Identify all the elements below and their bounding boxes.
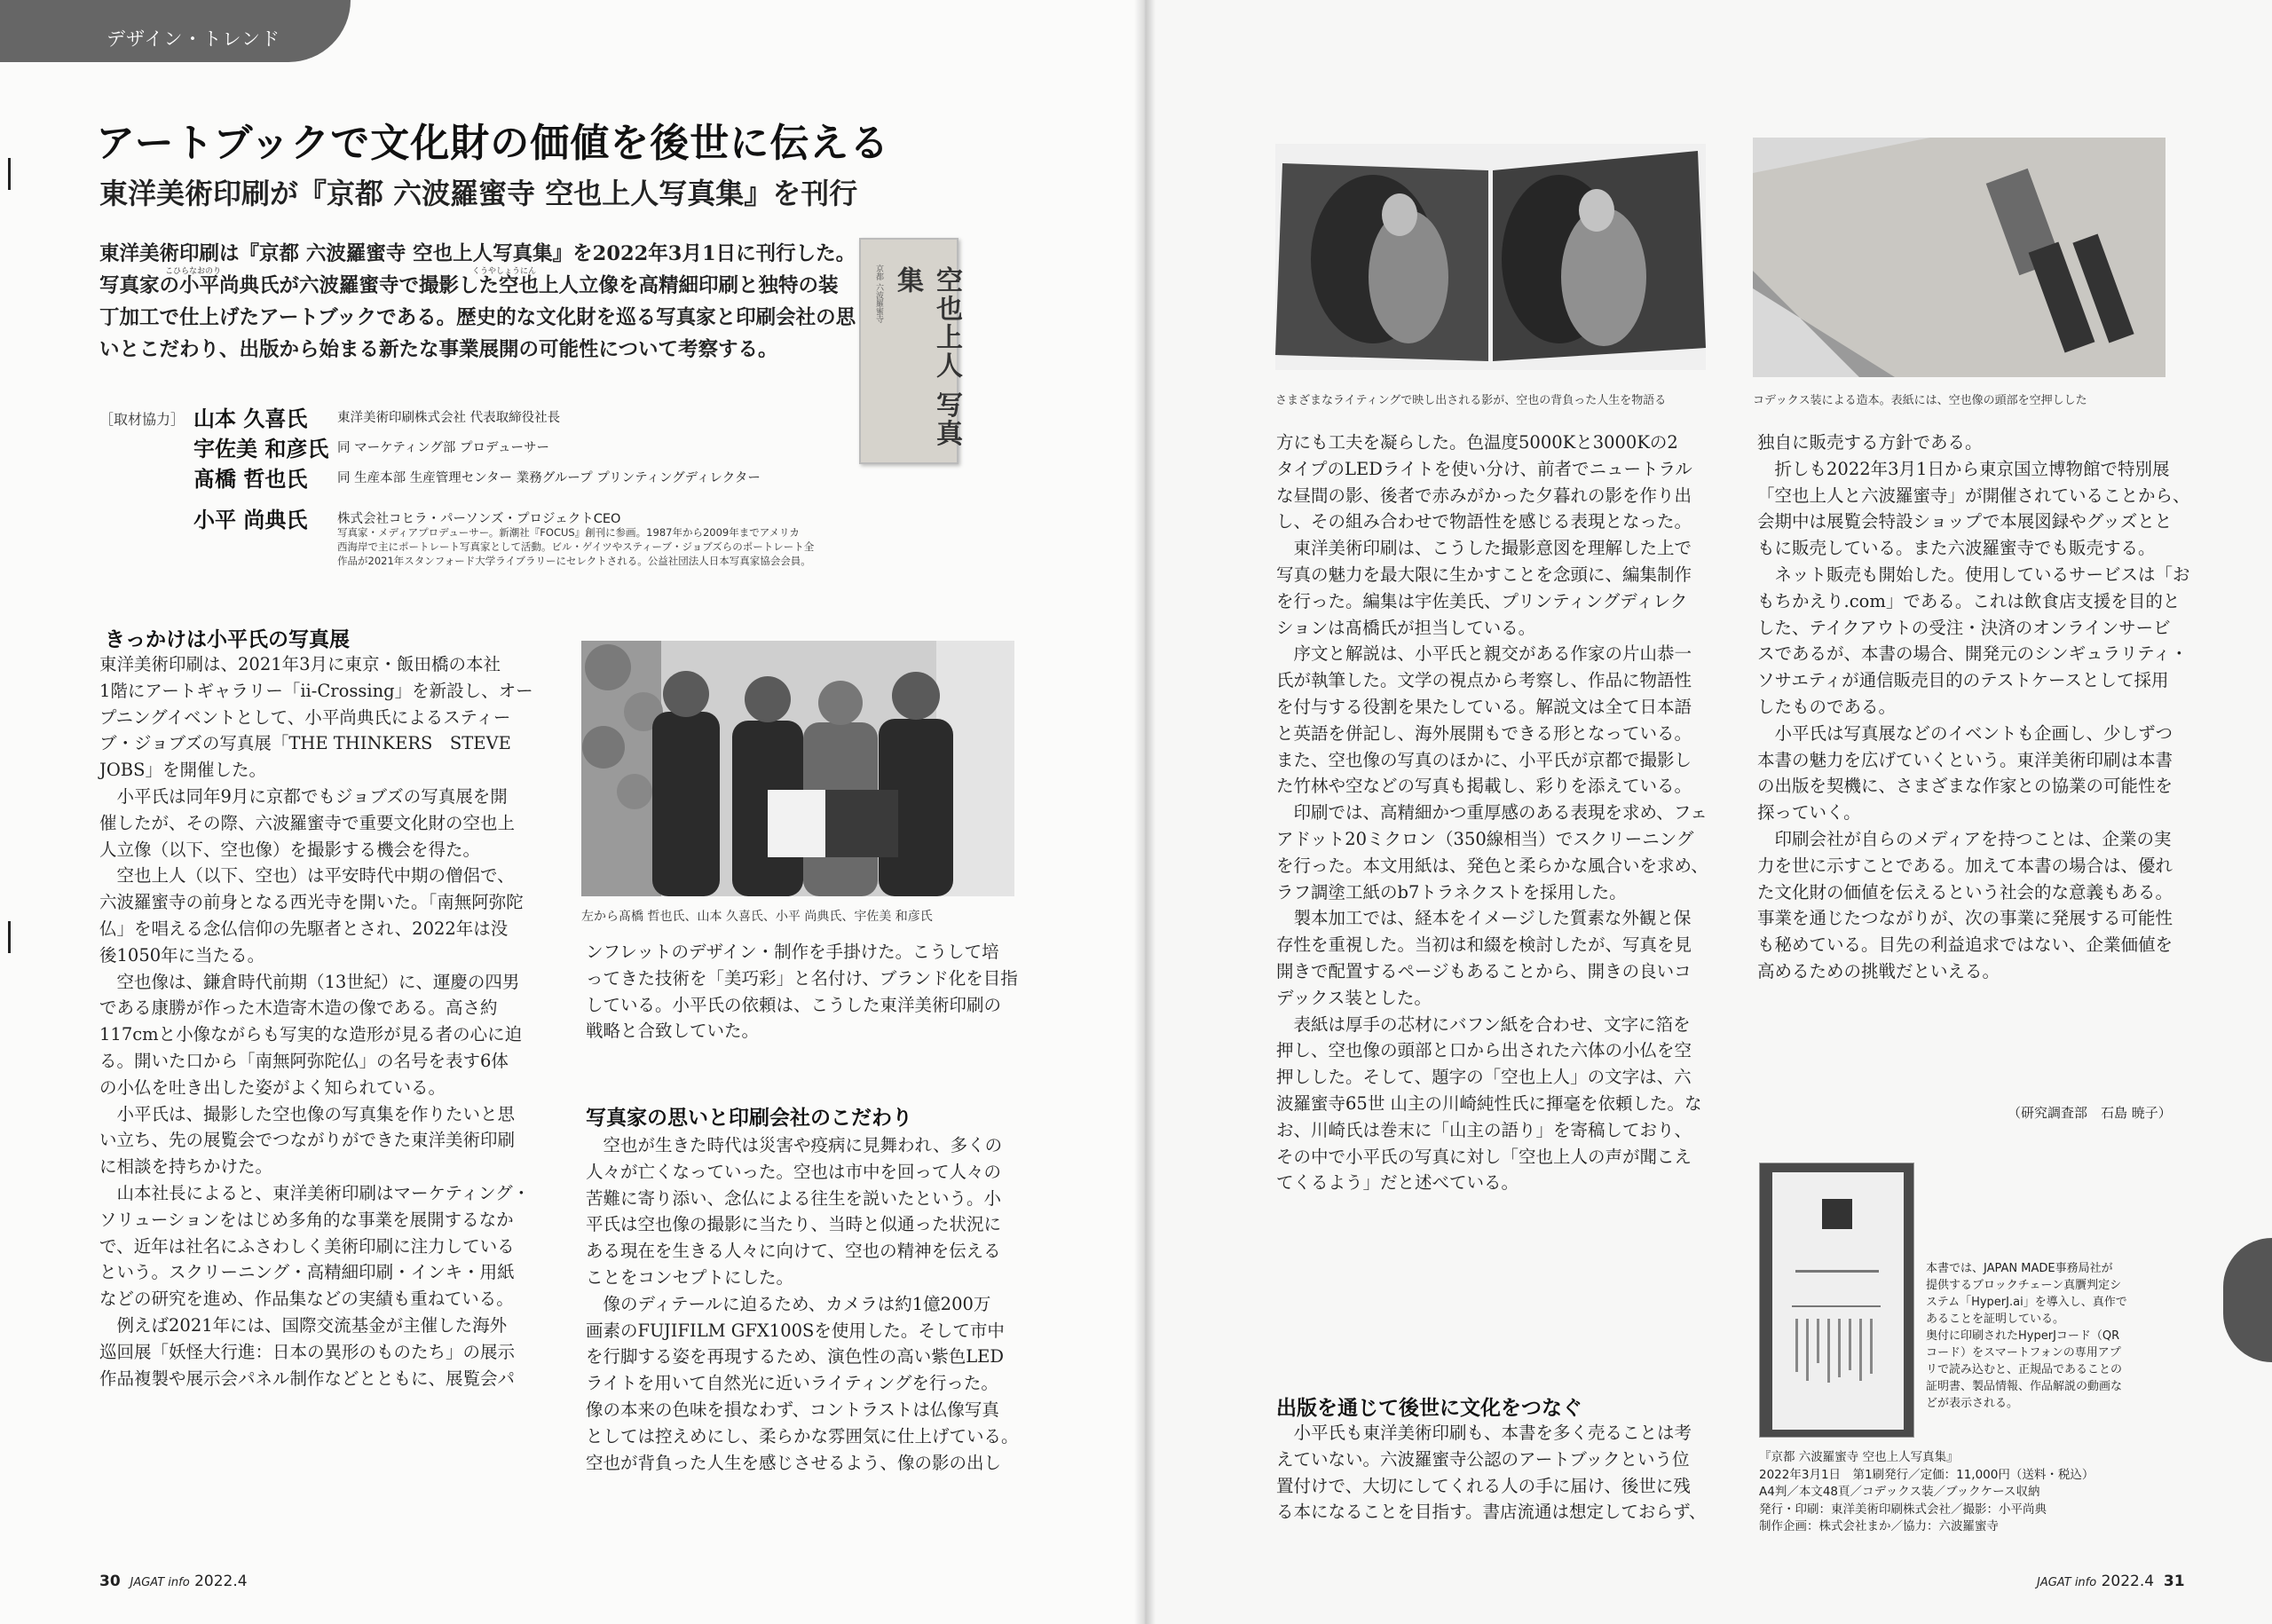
article-title: アートブックで文化財の価値を後世に伝える [96,121,890,166]
decorative-half-circle [2223,1238,2272,1362]
text-line: を行った。本文用紙は、発色と柔らかな風合いを求め、 [1276,855,1708,876]
text-line: 平氏は空也像の撮影に当たり、当時と似通った状況に [586,1214,1002,1235]
lead-line: 写真家の小平尚典氏が六波羅蜜寺で撮影した空也上人立像を高精細印刷と独特の装 [99,274,839,297]
credit-name: 小平 尚典氏 [193,507,308,532]
text-line: 画素のFUJIFILM GFX100Sを使用した。そして市中 [586,1320,1005,1341]
text-line: 仏」を唱える念仏信仰の先駆者とされ、2022年は没 [99,918,509,939]
text-line: 2022年3月1日 第1刷発行／定価：11,000円（送料・税込） [1759,1467,2094,1482]
category-tab: デザイン・トレンド [0,0,351,62]
text-line: に相談を持ちかけた。 [99,1156,273,1178]
text-line: 発行・印刷：東洋美術印刷株式会社／撮影：小平尚典 [1759,1502,2047,1517]
issue: 2022.4 [2101,1573,2155,1590]
text-line: 証明書、製品情報、作品解説の動画な [1926,1380,2123,1393]
photo-caption-2: コデックス装による造本。表紙には、空也像の頭部を空押しした [1753,394,2087,407]
text-line: 1階にアートギャラリー「ii-Crossing」を新設し、オー [99,680,533,701]
text-line: 本書では、JAPAN MADE事務局社が [1926,1262,2113,1275]
text-line: も秘めている。目先の利益追求ではない、企業価値を [1757,934,2173,956]
text-line: JOBS」を開催した。 [99,760,266,781]
text-line: 押しした。そして、題字の「空也上人」の文字は、六 [1276,1067,1692,1088]
text-line: 印刷では、高精細かつ重厚感のある表現を求め、フェ [1276,802,1708,824]
codex-book-photo [1753,138,2166,377]
credit-role: 株式会社コヒラ・パーソンズ・プロジェクトCEO [337,512,621,526]
text-line: プニングイベントとして、小平尚典氏によるスティー [99,706,511,728]
text-line: 存性を重視した。当初は和綴を検討したが、写真を見 [1276,934,1692,956]
body-column-2b [586,1132,1019,1476]
text-line: 印刷会社が自らのメディアを持つことは、企業の実 [1757,828,2172,849]
credit-name: 宇佐美 和彦氏 [193,436,329,461]
lead-paragraph [99,238,856,366]
issue: 2022.4 [194,1573,248,1590]
magazine-name: JAGAT info [2037,1576,2097,1589]
text-line: し、その組み合わせで物語性を感じる表現となった。 [1276,511,1692,532]
text-line: 探っていく。 [1757,802,1861,824]
text-line: 東洋美術印刷は、2021年3月に東京・飯田橋の本社 [99,654,501,674]
text-line: い立ち、先の展覧会でつながりができた東洋美術印刷 [99,1130,516,1151]
credit-name: 山本 久喜氏 [193,406,308,431]
text-line: ブ・ジョブズの写真展「THE THINKERS STEVE [99,733,511,754]
page-number: 31 [2163,1573,2185,1590]
group-photo-illustration [581,641,1014,896]
text-line: 小平氏は写真展などのイベントも企画し、少しずつ [1757,722,2173,744]
text-line: 制作企画：株式会社まか／協力：六波羅蜜寺 [1759,1519,1999,1533]
text-line: と英語を併記し、海外展開もできる形となっている。 [1276,722,1692,744]
text-line: もちかえり.com」である。これは飲食店支援を目的と [1757,590,2181,611]
text-line: ライトを用いて自然光に近いライティングを行った。 [586,1373,998,1394]
profile-line: 写真家・メディアプロデューサー。新潮社『FOCUS』創刊に参画。1987年から2009年までアメリカ [337,526,800,539]
text-line: 提供するブロックチェーン真贋判定シ [1926,1279,2122,1292]
page-number: 30 [99,1573,121,1590]
text-line: 方にも工夫を凝らした。色温度5000Kと3000Kの2 [1276,432,1678,453]
text-line: 人立像（以下、空也像）を撮影する機会を得た。 [99,839,481,860]
text-line: てくるよう」だと述べている。 [1276,1172,1519,1194]
text-line: 空也が生きた時代は災害や疫病に見舞われ、多くの [586,1135,1003,1155]
text-line: デックス装とした。 [1276,987,1432,1008]
article-subtitle: 東洋美術印刷が『京都 六波羅蜜寺 空也上人写真集』を刊行 [99,177,858,210]
binding-gutter [1134,0,1156,1624]
section-heading-1: きっかけは小平氏の写真展 [105,628,350,651]
ruby-kohira: こひらなおのり [165,267,222,276]
text-line: 会期中は展覧会特設ショップで本展図録やグッズとと [1757,511,2173,532]
cover-subtitle: 京都 六波羅蜜寺 [874,264,883,323]
text-line: 例えば2021年には、国際交流基金が主催した海外 [99,1314,508,1336]
section-heading-3: 出版を通じて後世に文化をつなぐ [1276,1397,1582,1420]
text-line: 独自に販売する方針である。 [1757,432,1983,453]
text-line: アドット20ミクロン（350線相当）でスクリーニング [1276,828,1694,849]
credits-label: ［取材協力］ [99,411,185,428]
colophon-illustration [1760,1163,1914,1438]
text-line: 人々が亡くなっていった。空也は市中を回って人々の [586,1161,1002,1182]
codex-book-illustration [1753,138,2166,377]
profile-line: 作品が2021年スタンフォード大学ライブラリーにセレクトされる。公益社団法人日本写真家協会会員。 [337,555,811,567]
body-column-2a [586,939,1018,1045]
text-line: あることを証明している。 [1926,1313,2065,1326]
lead-line: 丁加工で仕上げたアートブックである。歴史的な文化財を巡る写真家と印刷会社の思 [99,306,856,329]
group-photo-caption: 左から髙橋 哲也氏、山本 久喜氏、小平 尚典氏、宇佐美 和彦氏 [581,910,933,924]
text-line: えていない。六波羅蜜寺公認のアートブックという位 [1276,1448,1690,1470]
text-line: 序文と解説は、小平氏と親交がある作家の片山恭一 [1276,643,1692,665]
text-line: 本書の魅力を広げていくという。東洋美術印刷は本書 [1757,749,2173,770]
text-line: 東洋美術印刷は、こうした撮影意図を理解した上で [1276,538,1692,559]
lead-line: 東洋美術印刷は『京都 六波羅蜜寺 空也上人写真集』を2022年3月1日に刊行した。 [99,242,856,265]
text-line: 催したが、その際、六波羅蜜寺で重要文化財の空也上 [99,812,516,833]
book-info [1759,1449,2094,1536]
cover-title: 空也上人 写真集 [892,266,962,448]
body-column-3 [1276,430,1708,1196]
text-line: 後1050年に当たる。 [99,944,265,966]
colophon-photo [1759,1163,1914,1438]
text-line: 空也像は、鎌倉時代前期（13世紀）に、運慶の四男 [99,971,520,992]
text-line: 小平氏は同年9月に京都でもジョブズの写真展を開 [99,785,508,807]
folio-left [99,1573,248,1590]
group-photo [581,641,1014,896]
text-line: ある現在を生きる人々に向けて、空也の精神を伝える [586,1241,1001,1262]
ruby-kuya: くうやしょうにん [472,267,537,276]
text-line: リで読み込むと、正規品であることの [1926,1363,2123,1376]
text-line: 六波羅蜜寺の前身となる西光寺を開いた。「南無阿弥陀 [99,892,524,913]
right-page [1145,0,2272,1624]
text-line: という。スクリーニング・高精細印刷・インキ・用紙 [99,1262,515,1283]
margin-mark [8,921,11,953]
text-line: した、テイクアウトの受注・決済のオンラインサービ [1757,617,2171,638]
text-line: コード）をスマートフォンの専用アプ [1926,1346,2121,1360]
open-book-photo [1275,144,1706,370]
text-line: している。小平氏の依頼は、こうした東洋美術印刷の [586,994,1002,1015]
text-line: ってきた技術を「美巧彩」と名付け、ブランド化を目指 [586,967,1018,989]
text-line: どが表示される。 [1926,1397,2019,1410]
photo-caption-1: さまざまなライティングで映し出される影が、空也の背負った人生を物語る [1275,394,1667,407]
kohira-profile [337,525,870,568]
text-line: 117cmと小像ながらも写実的な造形が見る者の心に迫 [99,1024,523,1045]
text-line: ネット販売も開始した。使用しているサービスは「お [1757,564,2190,585]
text-line: もに販売している。また六波羅蜜寺でも販売する。 [1757,538,2156,559]
margin-mark [8,158,11,190]
text-line: 写真の魅力を最大限に生かすことを念頭に、編集制作 [1276,564,1692,585]
text-line: 開きで配置するページもあることから、開きの良いコ [1276,960,1692,981]
folio-right [2037,1573,2185,1590]
credit-role: 同 マーケティング部 プロデューサー [337,441,550,455]
text-line: 空也が背負った人生を感じさせるよう、像の影の出し [586,1452,1002,1473]
text-line: 像のディテールに迫るため、カメラは約1億200万 [586,1293,991,1314]
text-line: 山本社長によると、東洋美術印刷はマーケティング・ [99,1182,531,1203]
text-line: ラフ調塗工紙のb7トラネクストを採用した。 [1276,881,1627,903]
text-line: 置付けで、大切にしてくれる人の手に届け、後世に残 [1276,1475,1691,1496]
text-line: 「空也上人と六波羅蜜寺」が開催されていることから、 [1757,485,2190,506]
credit-role: 東洋美術印刷株式会社 代表取締役社長 [337,411,561,425]
body-column-3b [1276,1420,1706,1525]
text-line: 押し、空也像の頭部と口から出された六体の小仏を空 [1276,1040,1692,1061]
text-line: 苦難に寄り添い、念仏による往生を説いたという。小 [586,1187,1002,1209]
text-line: 像の本来の色味を損なわず、コントラストは仏像写真 [586,1399,999,1420]
lead-line: いとこだわり、出版から始まる新たな事業展開の可能性について考察する。 [99,338,778,361]
text-line: 巡回展「妖怪大行進：日本の異形のものたち」の展示 [99,1341,516,1362]
text-line: た竹林や空などの写真も掲載し、彩りを添えている。 [1276,776,1692,797]
text-line: ソサエティが通信販売目的のテストケースとして採用 [1757,670,2169,691]
text-line: を付与する役割を果たしている。解説文は全て日本語 [1276,696,1692,717]
section-heading-2: 写真家の思いと印刷会社のこだわり [586,1107,912,1130]
text-line: 作品複製や展示会パネル制作などとともに、展覧会パ [99,1368,516,1389]
text-line: タイプのLEDライトを使い分け、前者でニュートラル [1276,458,1692,479]
body-column-1 [99,651,533,1391]
magazine-name: JAGAT info [130,1576,190,1589]
text-line: 氏が執筆した。文学の視点から考察し、作品に物語性 [1276,670,1692,691]
text-line: る。開いた口から「南無阿弥陀仏」の名号を表す6体 [99,1050,509,1071]
text-line: A4判／本文48頁／コデックス装／ブックケース収納 [1759,1485,2040,1499]
text-line: 戦略と合致していた。 [586,1021,760,1042]
text-line: な昼間の影、後者で赤みがかった夕暮れの影を作り出 [1276,485,1692,506]
text-line: 表紙は厚手の芯材にバフン紙を合わせ、文字に箔を [1276,1013,1691,1035]
text-line: である康勝が作った木造寄木造の像である。高さ約 [99,997,498,1019]
body-column-4 [1757,430,2190,985]
credit-name: 髙橋 哲也氏 [193,466,308,492]
text-line: 事業を通じたつながりが、次の事業に発展する可能性 [1757,908,2173,929]
profile-line: 西海岸で主にポートレート写真家として活動。ビル・ゲイツやスティーブ・ジョブズらのポートレート全 [337,540,815,553]
text-line: ソリューションをはじめ多角的な事業を展開するなか [99,1209,514,1230]
text-line: したものである。 [1757,696,1897,717]
credit-role: 同 生産本部 生産管理センター 業務グループ プリンティングディレクター [337,471,761,485]
text-line: 奥付に印刷されたHyperJコード（QR [1926,1329,2120,1343]
text-line: ンフレットのデザイン・制作を手掛けた。こうして培 [586,942,999,962]
text-line: を行った。編集は宇佐美氏、プリンティングディレク [1276,590,1688,611]
text-line: 空也上人（以下、空也）は平安時代中期の僧侶で、 [99,865,515,887]
text-line: 折しも2022年3月1日から東京国立博物館で特別展 [1757,458,2170,479]
text-line: 波羅蜜寺65世 山主の川崎純性氏に揮毫を依頼した。な [1276,1092,1702,1114]
text-line: としては控えめにし、柔らかな雰囲気に仕上げている。 [586,1425,1019,1447]
text-line: ステム「HyperJ.ai」を導入し、真作で [1926,1296,2127,1309]
text-line: で、近年は社名にふさわしく美術印刷に注力している [99,1235,515,1257]
text-line: ことをコンセプトにした。 [586,1266,794,1288]
text-line: る本になることを目指す。書店流通は想定しておらず、 [1276,1502,1707,1523]
text-line: 小平氏は、撮影した空也像の写真集を作りたいと思 [99,1103,516,1124]
open-book-illustration [1275,144,1706,370]
text-line: の出版を契機に、さまざまな作家との協業の可能性を [1757,776,2173,797]
text-line: などの研究を進め、作品集などの実績も重ねている。 [99,1289,514,1310]
text-line: た文化財の価値を伝えるという社会的な意義もある。 [1757,881,2173,903]
text-line: の小仏を吐き出した姿がよく知られている。 [99,1076,446,1098]
text-line: を行脚する姿を再現するため、演色性の高い紫色LED [586,1346,1005,1368]
text-line: また、空也像の写真のほかに、小平氏が京都で撮影し [1276,749,1692,770]
text-line: 高めるための挑戦だといえる。 [1757,960,2000,981]
book-cover-image [859,238,962,464]
text-line: 『京都 六波羅蜜寺 空也上人写真集』 [1759,1450,1959,1464]
text-line: その中で小平氏の写真に対し「空也上人の声が聞こえ [1276,1146,1692,1167]
text-line: 小平氏も東洋美術印刷も、本書を多く売ることは考 [1276,1423,1692,1443]
author-credit: （研究調査部 石島 暁子） [2008,1105,2172,1121]
text-line: お、川崎氏は巻末に「山主の語り」を寄稿しており、 [1276,1119,1692,1140]
side-caption [1926,1260,2127,1412]
text-line: スであるが、本書の場合、開発元のシンギュラリティ・ [1757,643,2189,665]
text-line: ションは髙橋氏が担当している。 [1276,617,1536,638]
text-line: 力を世に示すことである。加えて本書の場合は、優れ [1757,855,2173,876]
text-line: 製本加工では、経本をイメージした質素な外観と保 [1276,908,1692,929]
